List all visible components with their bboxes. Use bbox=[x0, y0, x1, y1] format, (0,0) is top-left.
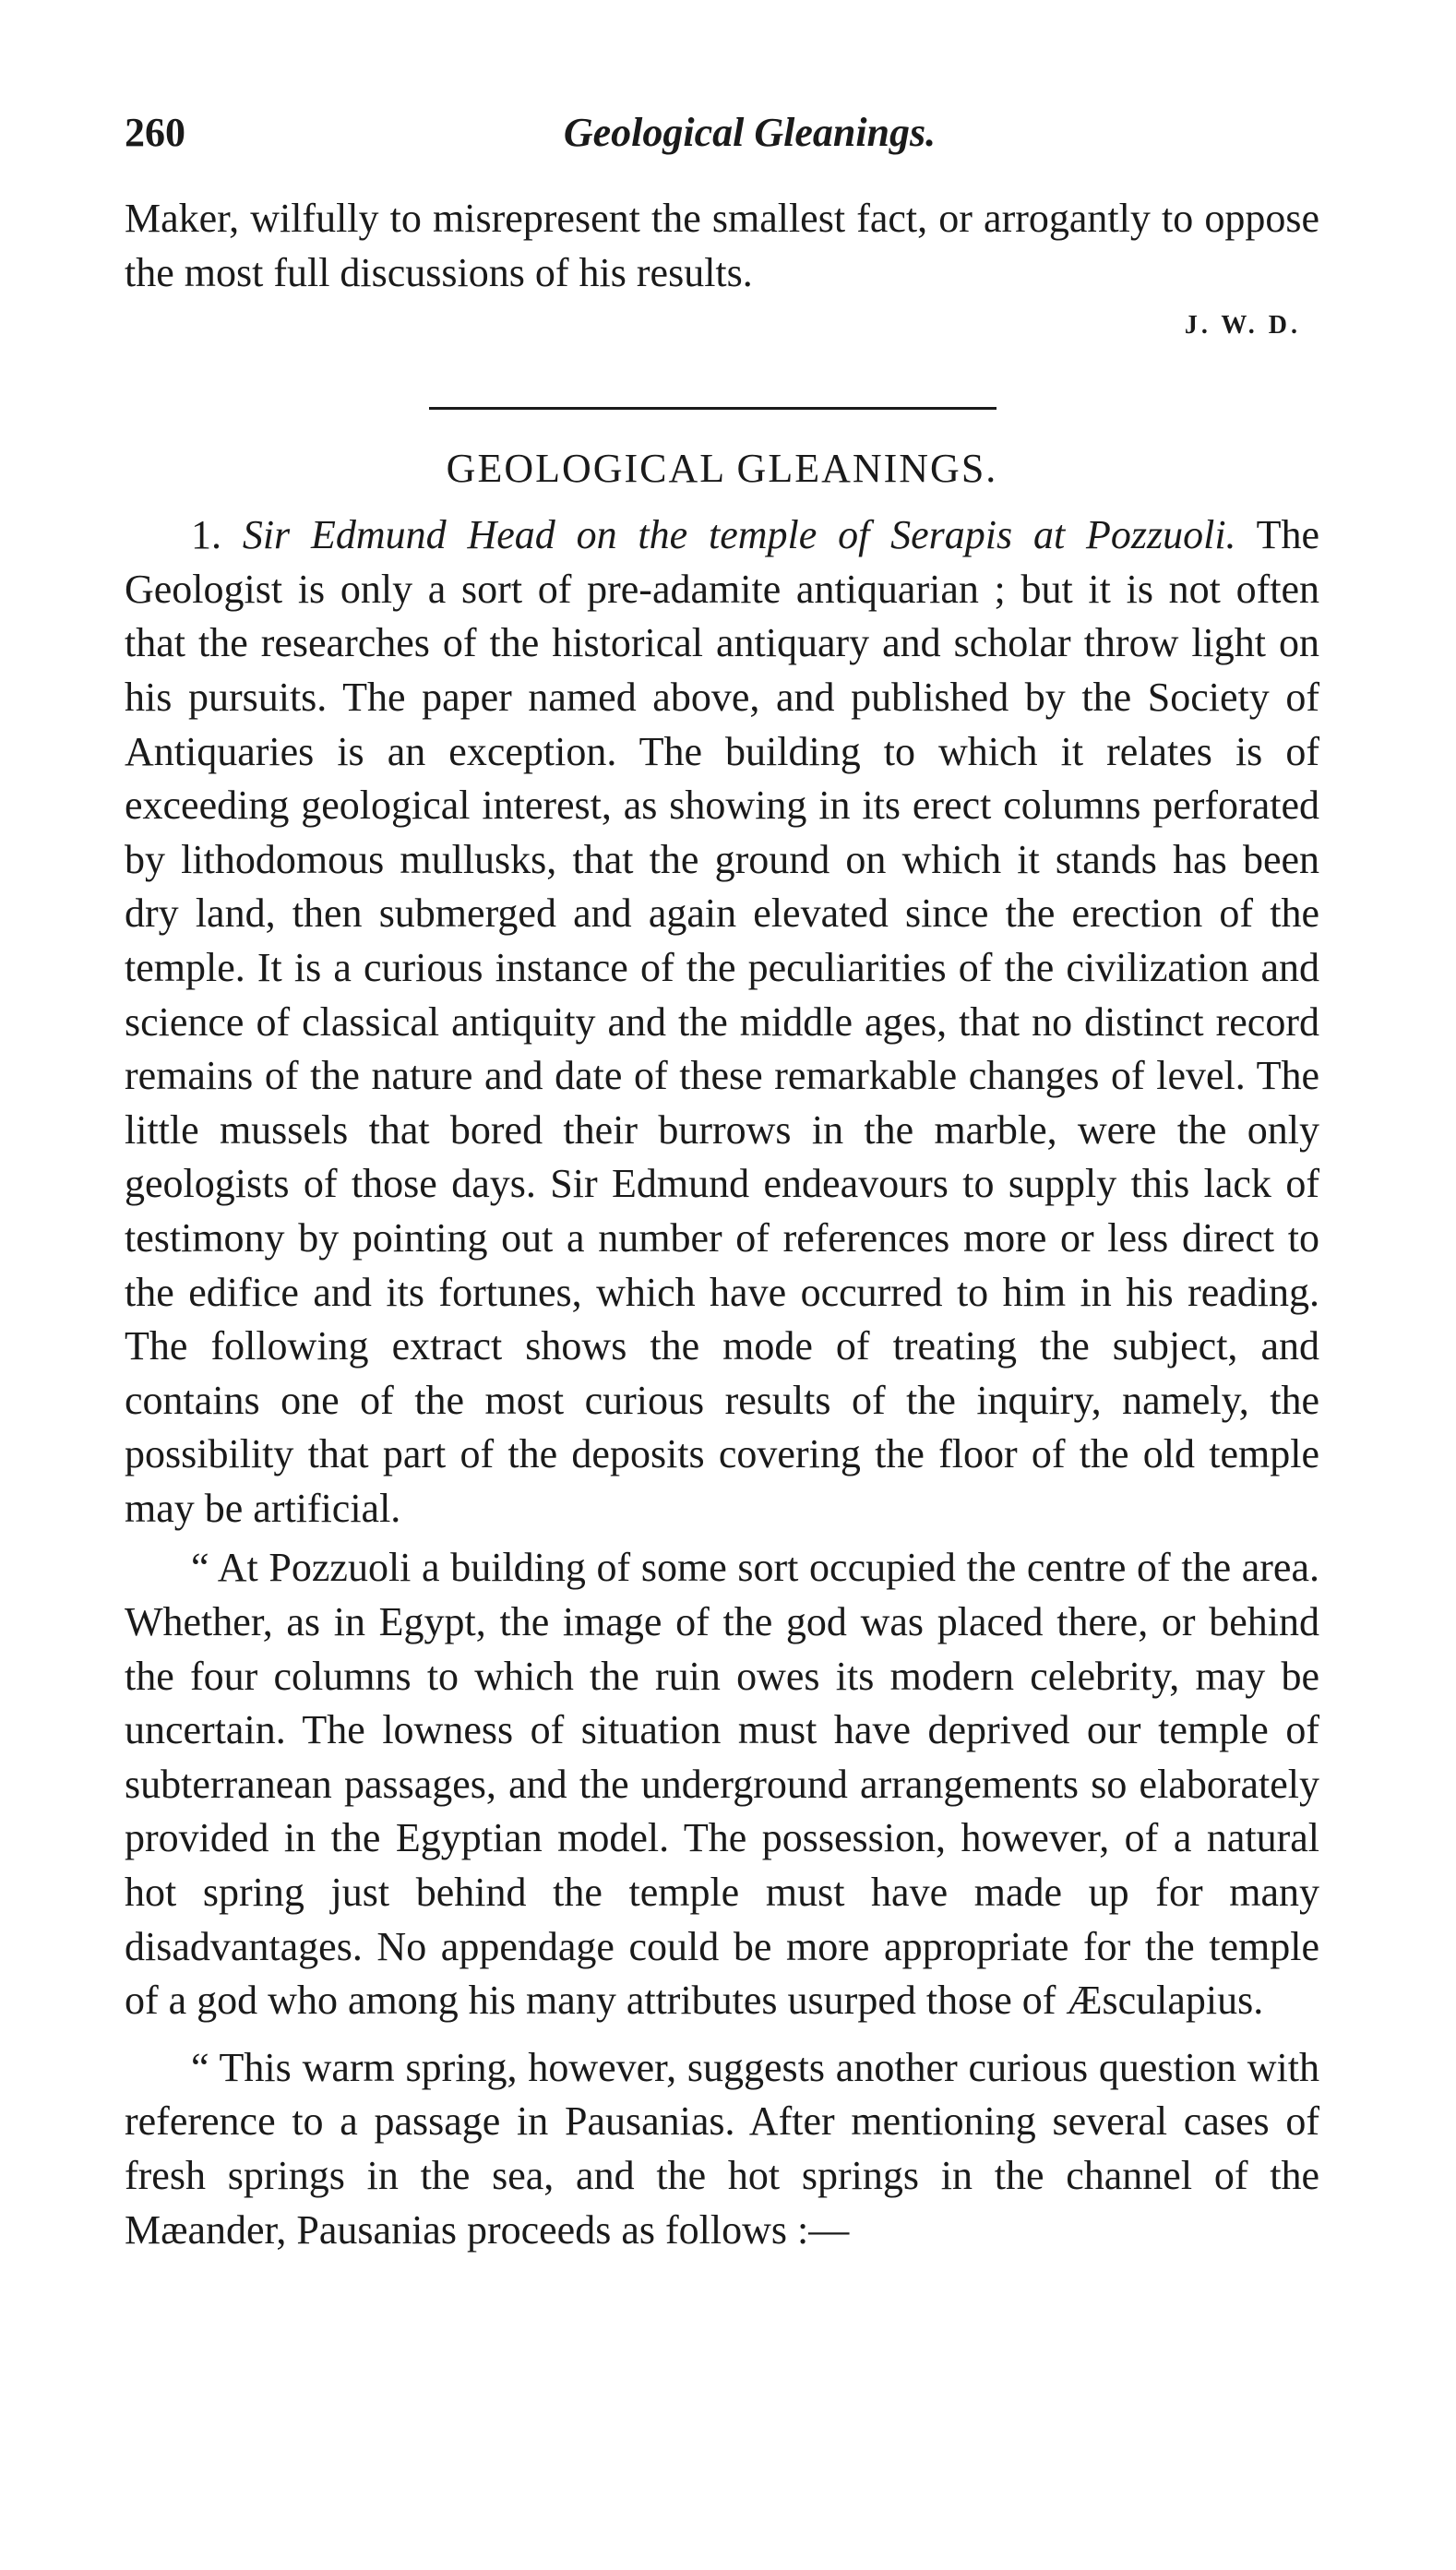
article-paragraph-2: “ At Pozzuoli a building of some sort occupied the centre of the area. Whether, as in Egypt, the image of the god was placed there, or behind the four columns to which the ruin owes its modern celebrity, may be uncertain. The lowness of situation must have deprived our temple of subterranean passages, and the underground arrangements so elaborately provided in the Egyptian model. The possession, however, of a natural hot spring just behind the temple must have made up for many disadvantages. No appendage could be more appropriate for the temple of a god who among his many attributes usurped those of Æsculapius. bbox=[125, 1545, 1319, 2024]
running-title: Geological Gleanings. bbox=[563, 110, 937, 155]
page-number: 260 bbox=[125, 110, 185, 155]
author-signature: J. W. D. bbox=[1184, 311, 1301, 341]
article-paragraph-1 bbox=[125, 508, 1319, 1536]
paragraph-1-text: The Geologist is only a sort of pre-adamite antiquarian ; but it is not often that the researches of the historical antiquary and scholar throw light on his pursuits. The paper named above, and published by the Society of Antiquaries is an exception. The building to which it relates is of exceeding geological interest, as showing in its erect columns perforated by lithodomous mullusks, that the ground on which it stands has been dry land, then submerged and again elevated since the erection of the temple. It is a curious instance of the peculiarities of the civilization and science of classical antiquity and the middle ages, that no distinct record remains of the nature and date of these remarkable changes of level. The little mussels that bored their burrows in the marble, were the only geologists of those days. Sir Edmund endeavours to supply this lack of testimony by pointing out a number of references more or less direct to the edifice and its fortunes, which have occurred to him in his reading. The following extract shows the mode of treating the subject, and contains one of the most curious results of the inquiry, namely, the possibility that part of the deposits covering the floor of the old temple may be artificial. bbox=[125, 512, 1319, 1531]
item-title: Sir Edmund Head on the temple of Serapis at Pozzuoli. bbox=[242, 512, 1236, 558]
item-number: 1. bbox=[191, 512, 221, 558]
section-heading: GEOLOGICAL GLEANINGS. bbox=[446, 446, 998, 492]
running-head bbox=[125, 109, 1319, 164]
book-page bbox=[125, 109, 1319, 2257]
section-divider-rule bbox=[429, 407, 997, 410]
previous-article-closing-text: Maker, wilfully to misrepresent the smallest fact, or arrogantly to oppose the most full discussions of his results. bbox=[125, 196, 1319, 295]
article-paragraph-3: “ This warm spring, however, suggests another curious question with reference to a passage in Pausanias. After mentioning several cases of fresh springs in the sea, and the hot springs in the channel of the Mæander, Pausanias proceeds as follows :— bbox=[125, 2044, 1319, 2253]
